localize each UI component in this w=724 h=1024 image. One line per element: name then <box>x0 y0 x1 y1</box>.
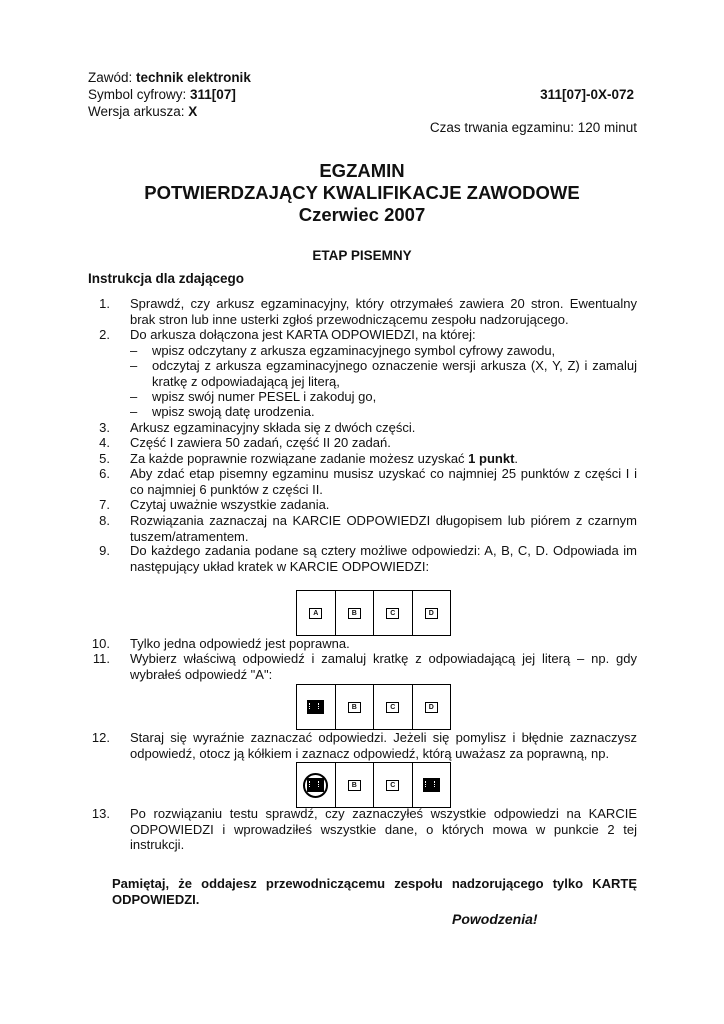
sub-text: wpisz swój numer PESEL i zakoduj go, <box>152 389 377 404</box>
item-number: 6. <box>99 466 110 481</box>
filled-box-icon <box>307 778 324 792</box>
answer-cell-c <box>374 591 413 635</box>
instruction-item-12 <box>88 730 637 761</box>
letter-box-b: B <box>348 780 361 791</box>
letter-box-c: C <box>386 702 399 713</box>
symbol-label: Symbol cyfrowy: <box>88 87 191 102</box>
instruction-item-9 <box>88 543 637 574</box>
item-text <box>130 451 637 467</box>
instruction-item-6 <box>88 466 637 497</box>
item-number: 5. <box>99 451 110 466</box>
exam-duration: Czas trwania egzaminu: 120 minut <box>429 120 637 135</box>
item-text: Wybierz właściwą odpowiedź i zamaluj kratkę z odpowiadającą jej literą – np. gdy wybrałeś odpowiedź "A": <box>130 651 637 682</box>
item-number: 7. <box>99 497 110 512</box>
instruction-item-1 <box>88 296 637 327</box>
letter-box-c: C <box>386 780 399 791</box>
letter-box-b: B <box>348 608 361 619</box>
instruction-item-4 <box>88 435 637 451</box>
item-text: Po rozwiązaniu testu sprawdź, czy zaznaczyłeś wszystkie odpowiedzi na KARCIE ODPOWIEDZI i wprowadziłeś wszystkie dane, o których mowa w punkcie 2 tej instrukcji. <box>130 806 637 852</box>
letter-box-d: D <box>425 608 438 619</box>
sub-text: odczytaj z arkusza egzaminacyjnego oznaczenie wersji arkusza (X, Y, Z) i zamaluj kratkę z odpowiadającą jej literą, <box>152 358 637 389</box>
item-number: 11. <box>92 651 110 666</box>
instructions-heading: Instrukcja dla zdającego <box>88 271 245 286</box>
item-number: 10. <box>91 636 110 651</box>
answer-cell-d <box>413 685 451 729</box>
item-2-sub-4 <box>130 404 637 420</box>
instruction-item-11 <box>88 651 637 682</box>
letter-box-a: A <box>309 608 322 619</box>
answer-cell-c <box>374 763 413 807</box>
letter-box-d: D <box>425 702 438 713</box>
answer-cell-a <box>297 591 336 635</box>
item-number: 9. <box>99 543 110 558</box>
profession-label: Zawód: <box>88 70 137 85</box>
profession-value: technik elektronik <box>136 70 251 85</box>
item-text-bold: 1 punkt <box>468 451 515 466</box>
dash: – <box>130 358 138 373</box>
instruction-item-7 <box>88 497 637 513</box>
title-line-1: EGZAMIN <box>319 160 405 181</box>
title-line-2: POTWIERDZAJĄCY KWALIFIKACJE ZAWODOWE <box>144 182 580 203</box>
instruction-item-2 <box>88 327 637 343</box>
item-number: 3. <box>99 420 110 435</box>
item-number: 13. <box>91 806 110 821</box>
circled-mark-icon <box>303 773 328 798</box>
filled-box-icon <box>307 700 324 714</box>
symbol-line <box>88 87 236 102</box>
answer-cell-d <box>413 591 451 635</box>
letter-box-b: B <box>348 702 361 713</box>
answer-grid-example <box>296 590 451 636</box>
instruction-item-8 <box>88 513 637 544</box>
item-text: Sprawdź, czy arkusz egzaminacyjny, który otrzymałeś zawiera 20 stron. Ewentualny brak stron lub inne usterki zgłoś przewodniczącemu zespołu nadzorującego. <box>130 296 637 327</box>
title-line-3: Czerwiec 2007 <box>298 204 426 225</box>
symbol-value: 311[07] <box>190 87 236 102</box>
dash: – <box>130 404 138 419</box>
item-text: Arkusz egzaminacyjny składa się z dwóch części. <box>130 420 416 435</box>
version-value: X <box>188 104 198 119</box>
item-2-sub-1 <box>130 343 637 359</box>
item-text: Do arkusza dołączona jest KARTA ODPOWIEDZI, na której: <box>130 327 476 342</box>
sub-text: wpisz odczytany z arkusza egzaminacyjnego symbol cyfrowy zawodu, <box>152 343 556 358</box>
item-text-main: Za każde poprawnie rozwiązane zadanie możesz uzyskać <box>130 451 469 466</box>
item-2-sub-2 <box>130 358 637 389</box>
item-number: 2. <box>99 327 110 342</box>
filled-box-icon <box>423 778 440 792</box>
item-number: 8. <box>99 513 110 528</box>
dash: – <box>130 343 138 358</box>
answer-cell-b <box>336 685 375 729</box>
dash: – <box>130 389 138 404</box>
item-text: Czytaj uważnie wszystkie zadania. <box>130 497 330 512</box>
profession-line <box>88 70 251 85</box>
stage-heading: ETAP PISEMNY <box>312 248 412 263</box>
sub-text: wpisz swoją datę urodzenia. <box>152 404 315 419</box>
item-text: Rozwiązania zaznaczaj na KARCIE ODPOWIEDZI długopisem lub piórem z czarnym tuszem/atramentem. <box>130 513 637 544</box>
item-text: Do każdego zadania podane są cztery możliwe odpowiedzi: A, B, C, D. Odpowiada im następujący układ kratek w KARCIE ODPOWIEDZI: <box>130 543 637 574</box>
answer-grid-filled-example <box>296 684 451 730</box>
item-text-end: . <box>514 451 519 466</box>
answer-cell-a-filled <box>297 685 336 729</box>
item-number: 12. <box>91 730 110 745</box>
answer-cell-b <box>336 763 375 807</box>
answer-cell-c <box>374 685 413 729</box>
instruction-item-3 <box>88 420 637 436</box>
sheet-code: 311[07]-0X-072 <box>540 87 634 102</box>
item-text: Staraj się wyraźnie zaznaczać odpowiedzi. Jeżeli się pomylisz i błędnie zaznaczysz odpowiedź, otocz ją kółkiem i zaznacz odpowiedź, którą uważasz za poprawną, np. <box>130 730 637 761</box>
item-text: Tylko jedna odpowiedź jest poprawna. <box>130 636 350 651</box>
item-number: 4. <box>99 435 110 450</box>
answer-cell-d-filled <box>413 763 451 807</box>
item-2-sub-3 <box>130 389 637 405</box>
instruction-item-5 <box>88 451 637 467</box>
instruction-item-13 <box>88 806 637 853</box>
version-label: Wersja arkusza: <box>88 104 189 119</box>
instruction-item-10 <box>88 636 637 652</box>
letter-box-c: C <box>386 608 399 619</box>
answer-cell-a-circled <box>297 763 336 807</box>
reminder-note: Pamiętaj, że oddajesz przewodniczącemu zespołu nadzorującego tylko KARTĘ ODPOWIEDZI. <box>112 876 637 907</box>
item-text: Część I zawiera 50 zadań, część II 20 zadań. <box>130 435 391 450</box>
answer-cell-b <box>336 591 375 635</box>
good-luck: Powodzenia! <box>452 911 538 927</box>
version-line <box>88 104 197 119</box>
item-text: Aby zdać etap pisemny egzaminu musisz uzyskać co najmniej 25 punktów z części I i co najmniej 6 punktów z części II. <box>130 466 637 497</box>
item-number: 1. <box>99 296 110 311</box>
answer-grid-correction-example <box>296 762 451 808</box>
